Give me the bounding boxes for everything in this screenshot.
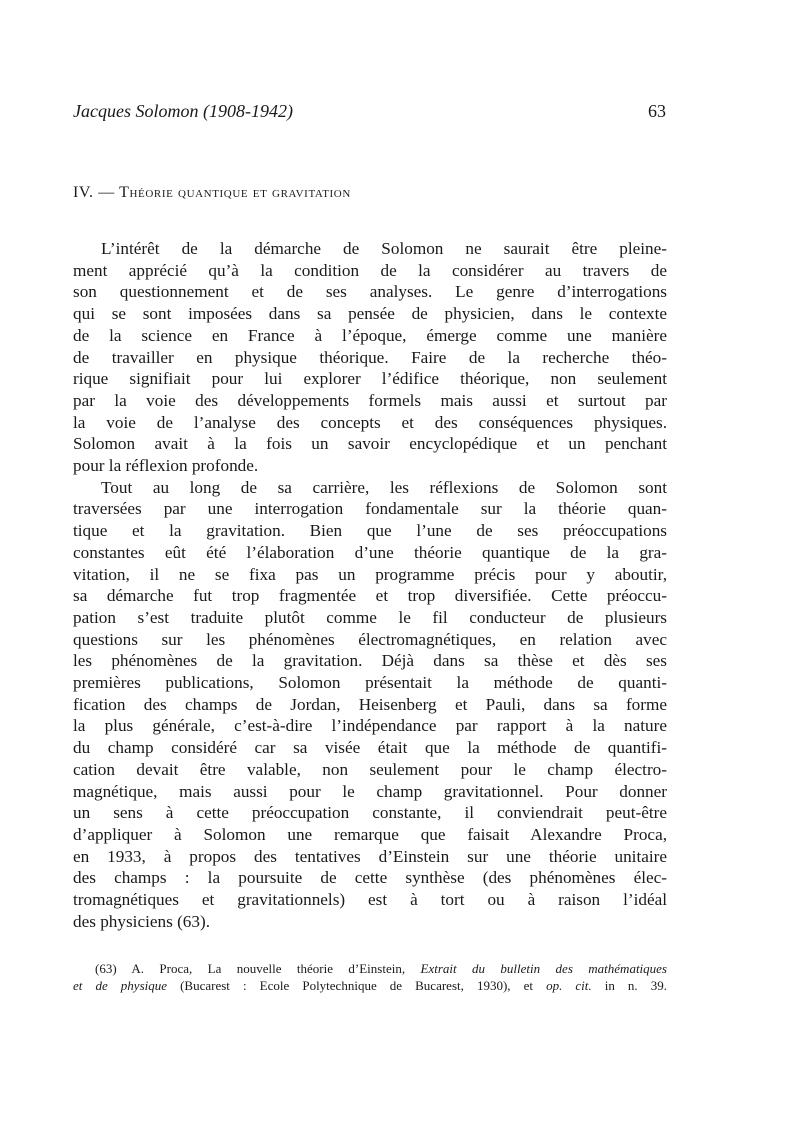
text-line: tromagnétiques et gravitationnels) est à tort ou à raison l’idéal [73, 890, 667, 910]
running-head-title: Jacques Solomon (1908-1942) [73, 101, 293, 121]
text-line: fication des champs de Jordan, Heisenberg et Pauli, dans sa forme [73, 694, 667, 714]
text-line: de travailler en physique théorique. Faire de la recherche théo- [73, 347, 667, 367]
footnote [73, 960, 667, 994]
footnote-line [73, 977, 667, 994]
text-line: traversées par une interrogation fondamentale sur la théorie quan- [73, 499, 667, 519]
text-line: Tout au long de sa carrière, les réflexions de Solomon sont [101, 477, 667, 497]
footnote-text: in n. 39. [591, 978, 667, 993]
text-line: d’appliquer à Solomon une remarque que faisait Alexandre Proca, [73, 824, 667, 844]
text-line: de la science en France à l’époque, émerge comme une manière [73, 325, 667, 345]
page-number: 63 [648, 101, 666, 121]
text-line: son questionnement et de ses analyses. Le genre d’interrogations [73, 282, 667, 302]
text-line: magnétique, mais aussi pour le champ gravitationnel. Pour donner [73, 781, 667, 801]
running-head [73, 101, 666, 122]
text-line: vitation, il ne se fixa pas un programme précis pour y aboutir, [73, 564, 667, 584]
text-line: des champs : la poursuite de cette synthèse (des phénomènes élec- [73, 868, 667, 888]
text-line: Solomon avait à la fois un savoir encyclopédique et un penchant [73, 434, 667, 454]
text-line: cation devait être valable, non seulement pour le champ électro- [73, 759, 667, 779]
text-line: pour la réflexion profonde. [73, 456, 259, 476]
text-line: questions sur les phénomènes électromagnétiques, en relation avec [73, 629, 667, 649]
footnote-text: (63) A. Proca, La nouvelle théorie d’Einstein, [95, 961, 421, 976]
text-line: constantes eût été l’élaboration d’une théorie quantique de la gra- [73, 542, 667, 562]
footnote-title: Extrait du bulletin des mathématiques [420, 961, 667, 976]
footnote-text: (Bucarest : Ecole Polytechnique de Bucarest, 1930), et [167, 978, 547, 993]
text-line: des physiciens (63). [73, 911, 210, 931]
footnote-line [73, 960, 667, 977]
text-line: pation s’est traduite plutôt comme le fil conducteur de plusieurs [73, 607, 667, 627]
paragraph [73, 477, 667, 933]
text-line: la plus générale, c’est-à-dire l’indépendance par rapport à la nature [73, 716, 667, 736]
text-line: qui se sont imposées dans sa pensée de physicien, dans le contexte [73, 304, 667, 324]
text-line: L’intérêt de la démarche de Solomon ne saurait être pleine- [101, 239, 667, 258]
paragraph [73, 238, 667, 477]
body-text [73, 238, 667, 933]
footnote-ref: op. cit. [546, 978, 592, 993]
text-line: les phénomènes de la gravitation. Déjà dans sa thèse et dès ses [73, 651, 667, 671]
text-line: premières publications, Solomon présentait la méthode de quanti- [73, 673, 667, 693]
text-line: par la voie des développements formels mais aussi et surtout par [73, 390, 667, 410]
text-line: ment apprécié qu’à la condition de la considérer au travers de [73, 260, 667, 280]
footnote-title: et de physique [73, 978, 168, 993]
text-line: la voie de l’analyse des concepts et des conséquences physiques. [73, 412, 667, 432]
text-line: sa démarche fut trop fragmentée et trop diversifiée. Cette préoccu- [73, 586, 667, 606]
text-line: en 1933, à propos des tentatives d’Einstein sur une théorie unitaire [73, 846, 667, 866]
text-line: du champ considéré car sa visée était que la méthode de quantifi- [73, 738, 667, 758]
text-line: tique et la gravitation. Bien que l’une de ses préoccupations [73, 521, 667, 541]
section-heading: IV. — Théorie quantique et gravitation [73, 184, 351, 201]
text-line: rique signifiait pour lui explorer l’édifice théorique, non seulement [73, 369, 667, 389]
text-line: un sens à cette préoccupation constante, il conviendrait peut-être [73, 803, 667, 823]
